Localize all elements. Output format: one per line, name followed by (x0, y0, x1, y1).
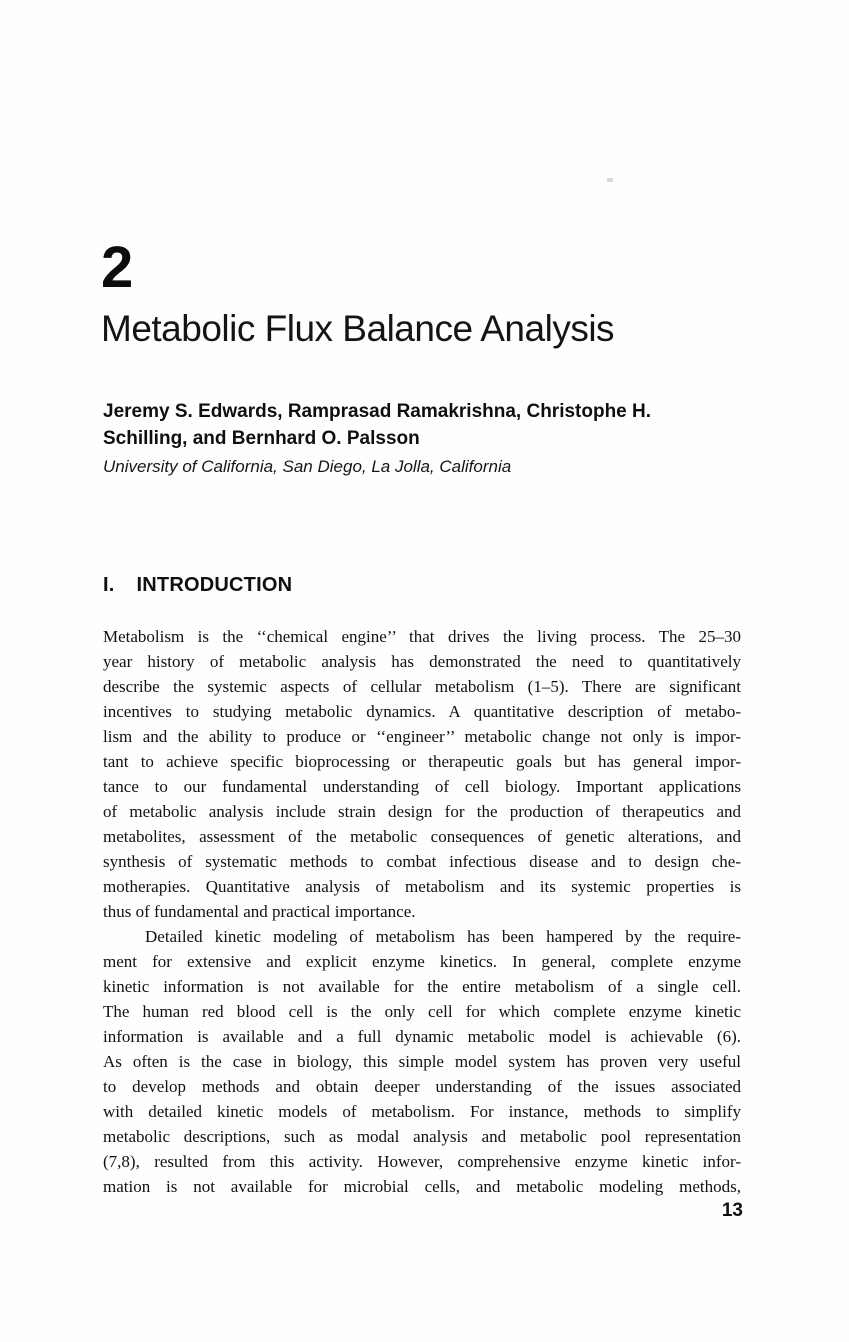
body-text-line: with detailed kinetic models of metabolism. For instance, methods to simplify (103, 1102, 741, 1121)
page-number: 13 (721, 1200, 743, 1221)
body-text-line: mation is not available for microbial cells, and metabolic modeling methods, (103, 1177, 741, 1196)
body-text-line: thus of fundamental and practical importance. (103, 902, 416, 921)
section-number: I. (103, 574, 115, 596)
body-text-line: synthesis of systematic methods to combat infectious disease and to design che- (103, 852, 741, 871)
body-text-line: metabolites, assessment of the metabolic consequences of genetic alterations, and (103, 827, 741, 846)
body-text-line: information is available and a full dynamic metabolic model is achievable (6). (103, 1027, 741, 1046)
body-text-line: tance to our fundamental understanding of cell biology. Important applications (103, 777, 741, 796)
body-text-line: (7,8), resulted from this activity. However, comprehensive enzyme kinetic infor- (103, 1152, 741, 1171)
author-line-1: Jeremy S. Edwards, Ramprasad Ramakrishna, Christophe H. (103, 401, 652, 422)
chapter-title: Metabolic Flux Balance Analysis (101, 308, 615, 349)
chapter-number: 2 (101, 235, 134, 300)
body-text-line: motherapies. Quantitative analysis of metabolism and its systemic properties is (103, 877, 741, 896)
author-block (103, 398, 703, 452)
section-title: INTRODUCTION (136, 574, 293, 596)
author-line-2: Schilling, and Bernhard O. Palsson (103, 428, 420, 449)
body-text (103, 624, 741, 1199)
affiliation: University of California, San Diego, La Jolla, California (103, 457, 512, 476)
body-text-line: ment for extensive and explicit enzyme kinetics. In general, complete enzyme (103, 952, 741, 971)
body-text-line: lism and the ability to produce or ‘‘engineer’’ metabolic change not only is impor- (103, 727, 741, 746)
body-text-line: metabolic descriptions, such as modal analysis and metabolic pool representation (103, 1127, 741, 1146)
body-text-line: to develop methods and obtain deeper understanding of the issues associated (103, 1077, 741, 1096)
body-text-line: incentives to studying metabolic dynamics. A quantitative description of metabo- (103, 702, 741, 721)
body-text-line: describe the systemic aspects of cellular metabolism (1–5). There are significant (103, 677, 741, 696)
body-text-line: tant to achieve specific bioprocessing or therapeutic goals but has general impor- (103, 752, 741, 771)
body-text-line: kinetic information is not available for the entire metabolism of a single cell. (103, 977, 741, 996)
body-text-line: Detailed kinetic modeling of metabolism has been hampered by the require- (145, 927, 741, 946)
body-text-line: of metabolic analysis include strain design for the production of therapeutics and (103, 802, 741, 821)
body-text-line: Metabolism is the ‘‘chemical engine’’ that drives the living process. The 25–30 (103, 627, 741, 646)
scan-artifact-speck (607, 178, 613, 182)
section-heading (103, 573, 292, 597)
body-text-line: year history of metabolic analysis has demonstrated the need to quantitatively (103, 652, 741, 671)
body-text-line: As often is the case in biology, this simple model system has proven very useful (103, 1052, 741, 1071)
body-text-line: The human red blood cell is the only cell for which complete enzyme kinetic (103, 1002, 741, 1021)
